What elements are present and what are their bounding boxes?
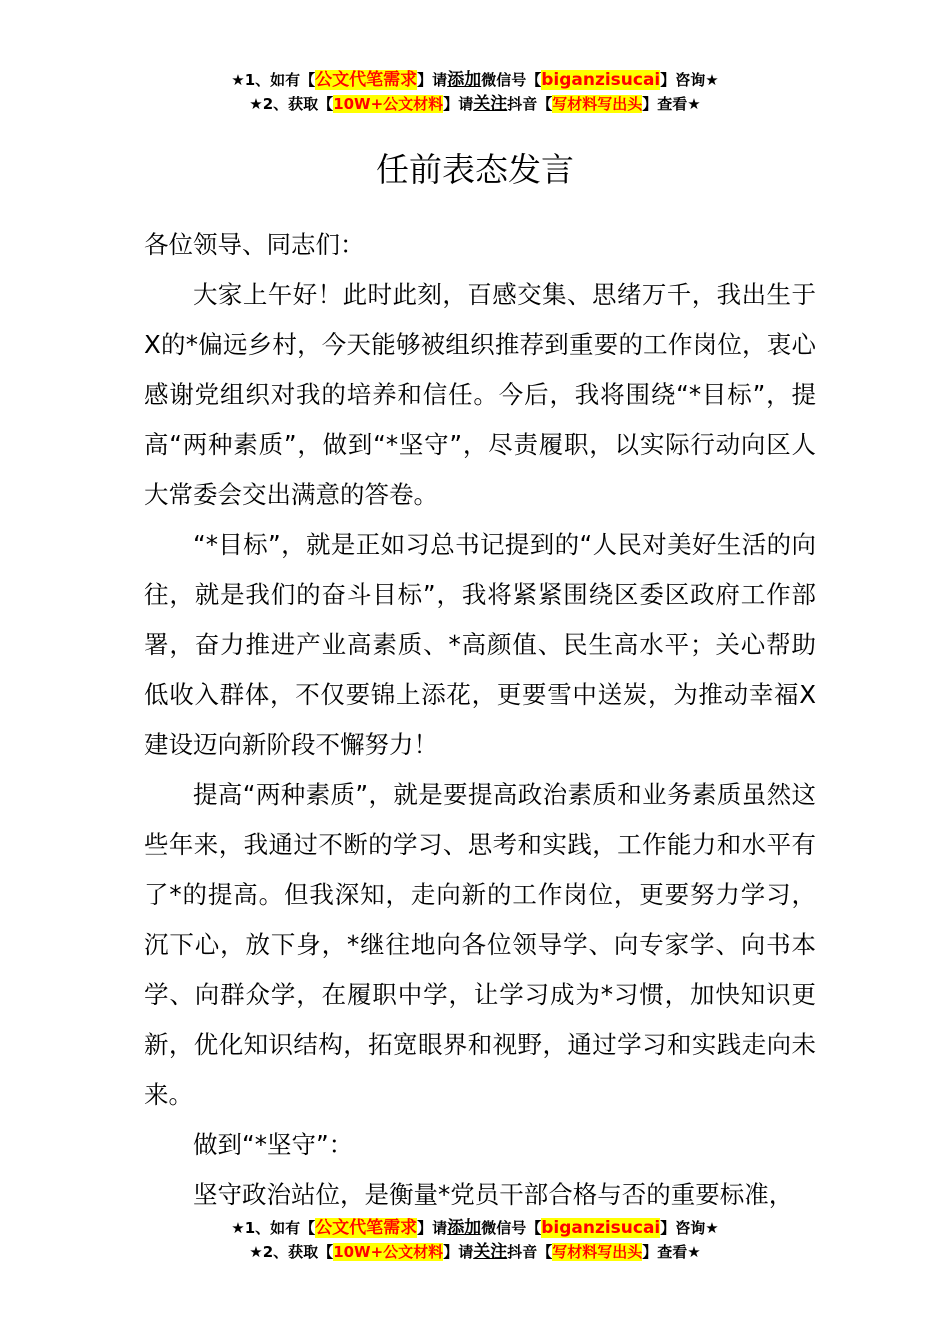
- paragraph: 坚守政治站位，是衡量*党员干部合格与否的重要标准，: [193, 1180, 794, 1209]
- paragraph: 大家上午好！此时此刻，百感交集、思绪万千，我出生于X的*偏远乡村，今天能够被组织推荐到重要的工作岗位，衷心感谢党组织对我的培养和信任。今后，我将围绕“*目标”，提高“两种素质”，做到“*坚守”，尽责履职，以实际行动向区人大常委会交出满意的答卷。: [144, 280, 816, 509]
- document-body: [144, 220, 816, 1220]
- promo-text: 抖音【: [507, 1243, 553, 1261]
- promo-text: 】咨询★: [660, 71, 719, 89]
- promo-highlight: biganzisucai: [541, 70, 661, 90]
- salutation: 各位领导、同志们：: [144, 230, 365, 259]
- promo-line-1: [0, 68, 950, 92]
- promo-text: 】请: [417, 1219, 448, 1237]
- document-title: 任前表态发言: [376, 150, 574, 189]
- promo-text: 】请: [443, 1243, 474, 1261]
- paragraph: “*目标”，就是正如习总书记提到的“人民对美好生活的向往，就是我们的奋斗目标”，我将紧紧围绕区委区政府工作部署，奋力推进产业高素质、*高颜值、民生高水平；关心帮助低收入群体，不仅要锦上添花，更要雪中送炭，为推动幸福X建设迈向新阶段不懈努力！: [144, 530, 816, 759]
- promo-highlight: 10W+公文材料: [333, 95, 444, 113]
- promo-text: 】请: [417, 71, 448, 89]
- promo-text: 】咨询★: [660, 1219, 719, 1237]
- promo-text: ★1、如有【: [231, 71, 316, 89]
- promo-line-2: [0, 92, 950, 116]
- paragraph: 提高“两种素质”，就是要提高政治素质和业务素质虽然这些年来，我通过不断的学习、思考和实践，工作能力和水平有了*的提高。但我深知，走向新的工作岗位，更要努力学习，沉下心，放下身，*继往地向各位领导学、向专家学、向书本学、向群众学，在履职中学，让学习成为*习惯，加快知识更新，优化知识结构，拓宽眼界和视野，通过学习和实践走向未来。: [144, 780, 816, 1109]
- promo-highlight: 写材料写出头: [552, 1243, 643, 1261]
- promo-banner-top: [0, 68, 950, 116]
- promo-text: ★2、获取【: [249, 95, 334, 113]
- promo-text: 】查看★: [642, 95, 701, 113]
- promo-line-2: [0, 1240, 950, 1264]
- promo-text: 抖音【: [507, 95, 553, 113]
- promo-highlight: biganzisucai: [541, 1218, 661, 1238]
- promo-underline: 添加: [447, 70, 482, 90]
- promo-text: 】请: [443, 95, 474, 113]
- promo-highlight: 写材料写出头: [552, 95, 643, 113]
- promo-underline: 关注: [473, 1242, 508, 1262]
- promo-underline: 添加: [447, 1218, 482, 1238]
- promo-line-1: [0, 1216, 950, 1240]
- promo-text: ★2、获取【: [249, 1243, 334, 1261]
- promo-text: ★1、如有【: [231, 1219, 316, 1237]
- promo-underline: 关注: [473, 94, 508, 114]
- promo-banner-bottom: [0, 1216, 950, 1264]
- promo-text: 微信号【: [481, 71, 542, 89]
- promo-highlight: 公文代笔需求: [315, 70, 418, 90]
- promo-text: 】查看★: [642, 1243, 701, 1261]
- paragraph: 做到“*坚守”：: [193, 1130, 354, 1159]
- promo-text: 微信号【: [481, 1219, 542, 1237]
- promo-highlight: 公文代笔需求: [315, 1218, 418, 1238]
- promo-highlight: 10W+公文材料: [333, 1243, 444, 1261]
